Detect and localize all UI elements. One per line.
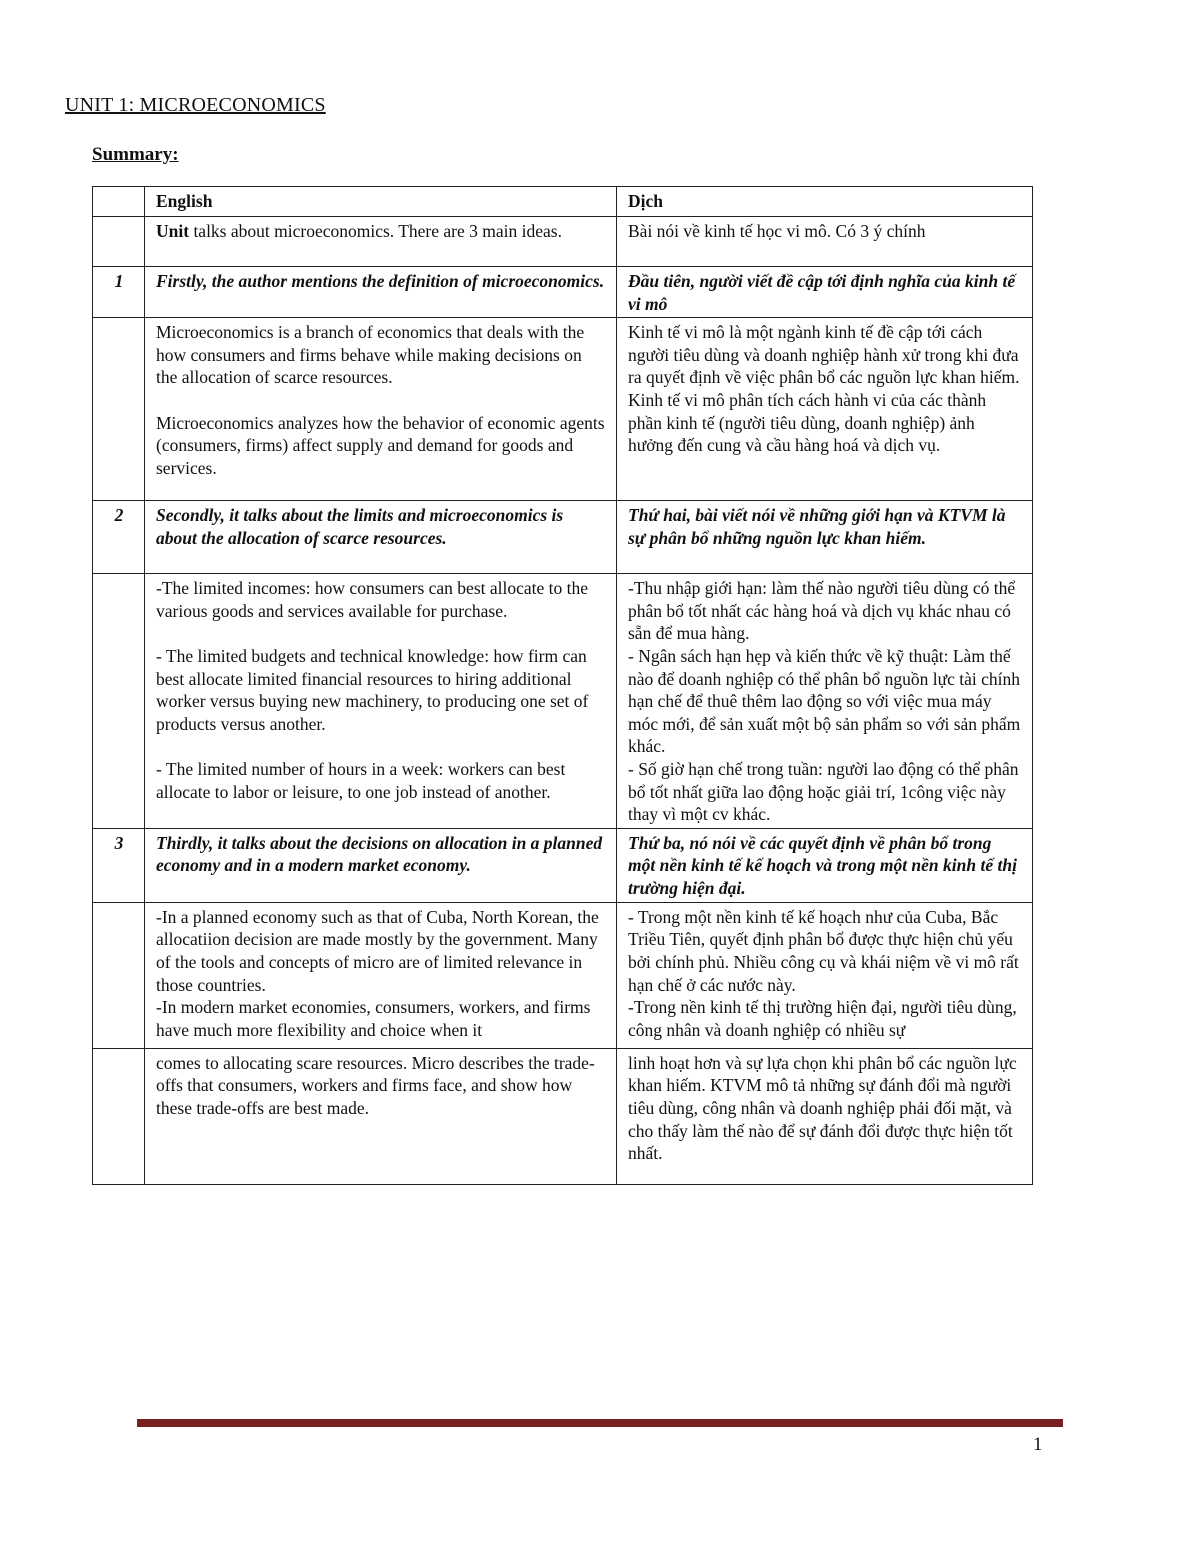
row-number: 2 bbox=[93, 501, 145, 574]
idea-2-english: Secondly, it talks about the limits and microeconomics is about the allocation of scarce resources. bbox=[145, 501, 617, 574]
paragraph: - The limited number of hours in a week: workers can best allocate to labor or leisure, to one job instead of another. bbox=[156, 758, 566, 802]
row-num-cell bbox=[93, 1048, 145, 1184]
table-row bbox=[93, 902, 1033, 1048]
idea-3-vietnamese-body bbox=[617, 902, 1033, 1048]
summary-heading: Summary: bbox=[92, 144, 179, 165]
paragraph: Kinh tế vi mô là một ngành kinh tế đề cập tới cách người tiêu dùng và doanh nghiệp hành xử trong khi đưa ra quyết định về việc phân bổ các nguồn lực khan hiếm. bbox=[628, 322, 1020, 388]
idea-1-english-body bbox=[145, 318, 617, 501]
paragraph: Kinh tế vi mô phân tích cách hành vi của các thành phần kinh tế (người tiêu dùng, doanh nghiệp) ảnh hưởng đến cung và cầu hàng hoá và dịch vụ. bbox=[628, 389, 987, 456]
paragraph: Microeconomics analyzes how the behavior of economic agents (consumers, firms) affect supply and demand for goods and services. bbox=[156, 412, 605, 478]
paragraph: -Thu nhập giới hạn: làm thế nào người tiêu dùng có thể phân bổ tốt nhất các hàng hoá và dịch vụ khác nhau có sẵn để mua hàng. bbox=[628, 578, 1016, 644]
idea-1-vietnamese-body bbox=[617, 318, 1033, 501]
table-header-row bbox=[93, 187, 1033, 217]
paragraph: Microeconomics is a branch of economics that deals with the how consumers and firms behave while making decisions on the allocation of scarce resources. bbox=[156, 322, 585, 388]
table-row bbox=[93, 574, 1033, 829]
table-row bbox=[93, 1048, 1033, 1184]
table-row bbox=[93, 217, 1033, 267]
intro-vietnamese: Bài nói về kinh tế học vi mô. Có 3 ý chính bbox=[617, 217, 1033, 267]
summary-table bbox=[92, 186, 1033, 1185]
row-num-cell bbox=[93, 318, 145, 501]
paragraph: - The limited budgets and technical knowledge: how firm can best allocate limited financial resources to hiring additional worker versus buying new machinery, to producing one set of products versus another. bbox=[156, 645, 589, 734]
header-vietnamese: Dịch bbox=[617, 187, 1033, 217]
table-row bbox=[93, 501, 1033, 574]
table-row bbox=[93, 828, 1033, 902]
row-number: 3 bbox=[93, 828, 145, 902]
document-title: UNIT 1: MICROECONOMICS bbox=[65, 94, 326, 116]
idea-3-vietnamese: Thứ ba, nó nói về các quyết định về phân bổ trong một nền kinh tế kế hoạch và trong một nền kinh tế thị trường hiện đại. bbox=[617, 828, 1033, 902]
idea-3-english-body bbox=[145, 902, 617, 1048]
idea-1-vietnamese: Đầu tiên, người viết đề cập tới định nghĩa của kinh tế vi mô bbox=[617, 267, 1033, 318]
paragraph: - Trong một nền kinh tế kế hoạch như của Cuba, Bắc Triều Tiên, quyết định phân bổ được thực hiện chủ yếu bởi chính phủ. Nhiều công cụ và khái niệm về vi mô rất hạn chế ở các nước này. bbox=[628, 906, 1019, 995]
row-num-cell bbox=[93, 902, 145, 1048]
paragraph: -The limited incomes: how consumers can best allocate to the various goods and services available for purchase. bbox=[156, 578, 589, 621]
idea-3-vietnamese-continued: linh hoạt hơn và sự lựa chọn khi phân bổ các nguồn lực khan hiếm. KTVM mô tả những sự đánh đổi mà người tiêu dùng, công nhân và doanh nghiệp phải đối mặt, và cho thấy làm thế nào để sự đánh đổi được thực hiện tốt nhất. bbox=[617, 1048, 1033, 1184]
paragraph: - Ngân sách hạn hẹp và kiến thức về kỹ thuật: Làm thế nào để doanh nghiệp có thể phân bổ nguồn lực tài chính hạn chế để thuê thêm lao động so với việc mua máy móc mới, để sản xuất một bộ sản phẩm so với sản phẩm khác. bbox=[628, 645, 1021, 757]
table-row bbox=[93, 318, 1033, 501]
idea-1-english: Firstly, the author mentions the definition of microeconomics. bbox=[145, 267, 617, 318]
idea-2-vietnamese: Thứ hai, bài viết nói về những giới hạn và KTVM là sự phân bổ những nguồn lực khan hiếm. bbox=[617, 501, 1033, 574]
row-num-cell bbox=[93, 217, 145, 267]
intro-english bbox=[145, 217, 617, 267]
footer-rule bbox=[137, 1419, 1063, 1427]
intro-english-bold: Unit bbox=[156, 221, 190, 241]
row-num-cell bbox=[93, 574, 145, 829]
idea-2-english-body bbox=[145, 574, 617, 829]
page-number: 1 bbox=[1033, 1434, 1043, 1455]
paragraph: -In modern market economies, consumers, workers, and firms have much more flexibility and choice when it bbox=[156, 997, 591, 1040]
row-number: 1 bbox=[93, 267, 145, 318]
paragraph: - Số giờ hạn chế trong tuần: người lao động có thể phân bổ tốt nhất giữa lao động hoặc giải trí, 1công việc này thay vì một cv khác. bbox=[628, 758, 1019, 825]
header-num-cell bbox=[93, 187, 145, 217]
idea-2-vietnamese-body bbox=[617, 574, 1033, 829]
idea-3-english-continued: comes to allocating scare resources. Micro describes the trade- offs that consumers, workers and firms face, and show how these trade-offs are best made. bbox=[145, 1048, 617, 1184]
paragraph: -Trong nền kinh tế thị trường hiện đại, người tiêu dùng, công nhân và doanh nghiệp có nhiều sự bbox=[628, 997, 1017, 1040]
intro-english-rest: talks about microeconomics. There are 3 main ideas. bbox=[189, 221, 562, 241]
header-english: English bbox=[145, 187, 617, 217]
idea-3-english: Thirdly, it talks about the decisions on allocation in a planned economy and in a modern market economy. bbox=[145, 828, 617, 902]
paragraph: -In a planned economy such as that of Cuba, North Korean, the allocatiion decision are made mostly by the government. Many of the tools and concepts of micro are of limited relevance in those countries. bbox=[156, 906, 599, 995]
table-row bbox=[93, 267, 1033, 318]
